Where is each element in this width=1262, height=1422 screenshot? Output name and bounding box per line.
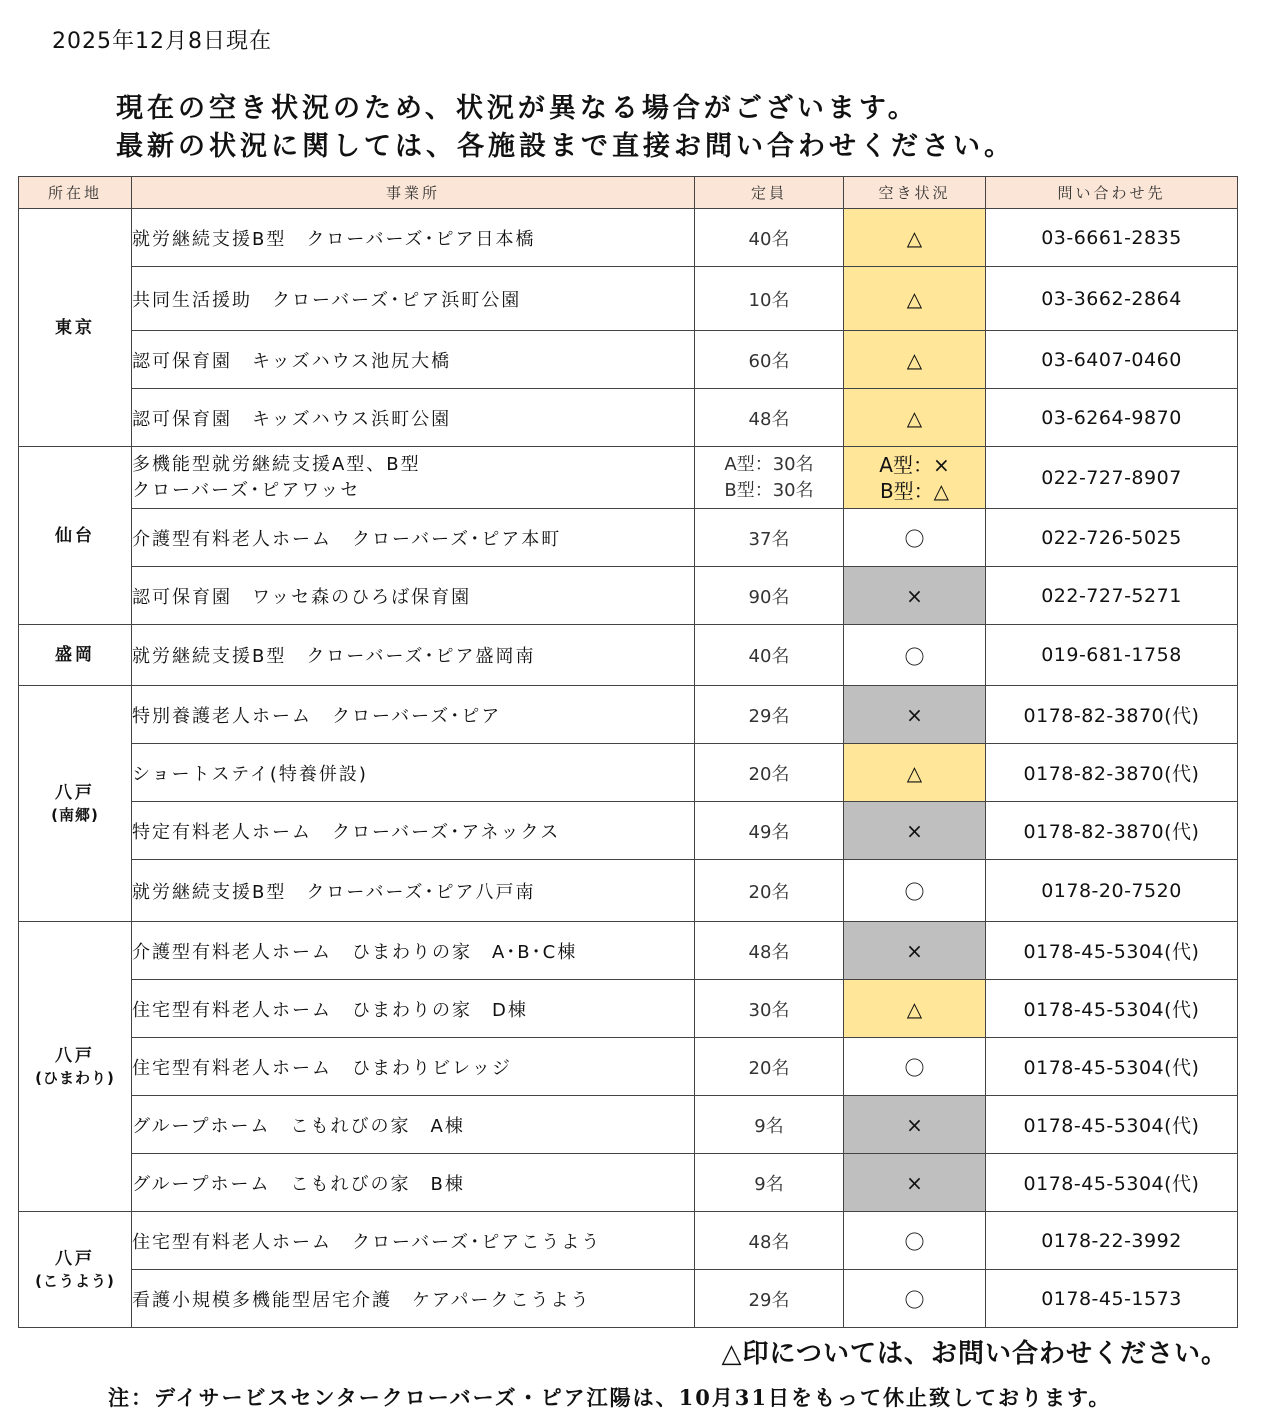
as-of-date: 2025年12月8日現在 bbox=[52, 29, 272, 54]
facility-name: 就労継続支援B型 クローバーズ･ピア日本橋 bbox=[132, 209, 695, 267]
contact-phone: 03-6407-0460 bbox=[986, 331, 1238, 389]
capacity-value: 29名 bbox=[695, 1270, 844, 1328]
capacity-value bbox=[695, 447, 844, 509]
availability-table bbox=[18, 176, 1238, 1328]
facility-name: グループホーム こもれびの家 B棟 bbox=[132, 1154, 695, 1212]
availability-status: 〇 bbox=[844, 860, 986, 922]
contact-phone: 0178-45-5304(代) bbox=[986, 1038, 1238, 1096]
table-row bbox=[19, 744, 1238, 802]
header-location: 所在地 bbox=[19, 177, 132, 209]
contact-phone: 0178-82-3870(代) bbox=[986, 744, 1238, 802]
capacity-value: 60名 bbox=[695, 331, 844, 389]
header-contact: 問い合わせ先 bbox=[986, 177, 1238, 209]
contact-phone: 0178-45-1573 bbox=[986, 1270, 1238, 1328]
availability-status: △ bbox=[844, 389, 986, 447]
contact-phone: 03-6264-9870 bbox=[986, 389, 1238, 447]
availability-status: 〇 bbox=[844, 625, 986, 686]
header-facility: 事業所 bbox=[132, 177, 695, 209]
facility-name: 住宅型有料老人ホーム ひまわりビレッジ bbox=[132, 1038, 695, 1096]
table-row bbox=[19, 1096, 1238, 1154]
table-row bbox=[19, 980, 1238, 1038]
availability-notice bbox=[116, 90, 1015, 166]
availability-status: × bbox=[844, 686, 986, 744]
location-subarea: (ひまわり) bbox=[35, 1068, 115, 1087]
capacity-value: 49名 bbox=[695, 802, 844, 860]
facility-name: 認可保育園 キッズハウス浜町公園 bbox=[132, 389, 695, 447]
availability-status: △ bbox=[844, 209, 986, 267]
availability-status: △ bbox=[844, 980, 986, 1038]
capacity-value: 9名 bbox=[695, 1096, 844, 1154]
facility-name: 就労継続支援B型 クローバーズ･ピア八戸南 bbox=[132, 860, 695, 922]
location-name: 仙台 bbox=[55, 525, 95, 546]
capacity-value: 30名 bbox=[695, 980, 844, 1038]
facility-name: 特定有料老人ホーム クローバーズ･アネックス bbox=[132, 802, 695, 860]
contact-phone: 0178-45-5304(代) bbox=[986, 922, 1238, 980]
facility-name-line-1: 多機能型就労継続支援A型、B型 bbox=[132, 453, 421, 475]
contact-phone: 0178-22-3992 bbox=[986, 1212, 1238, 1270]
facility-name: グループホーム こもれびの家 A棟 bbox=[132, 1096, 695, 1154]
availability-status: 〇 bbox=[844, 1212, 986, 1270]
availability-status: × bbox=[844, 567, 986, 625]
capacity-value: 9名 bbox=[695, 1154, 844, 1212]
table-row bbox=[19, 209, 1238, 267]
contact-phone: 0178-45-5304(代) bbox=[986, 1096, 1238, 1154]
capacity-value: 20名 bbox=[695, 860, 844, 922]
availability-status: × bbox=[844, 1154, 986, 1212]
contact-phone: 0178-82-3870(代) bbox=[986, 686, 1238, 744]
availability-status: 〇 bbox=[844, 1038, 986, 1096]
header-status: 空き状況 bbox=[844, 177, 986, 209]
availability-status-line-2: B型：△ bbox=[879, 478, 950, 503]
location-name: 盛岡 bbox=[55, 645, 95, 665]
facility-name: ショートステイ(特養併設) bbox=[132, 744, 695, 802]
location-cell bbox=[19, 1212, 132, 1328]
notice-line-1: 現在の空き状況のため、状況が異なる場合がございます。 bbox=[116, 93, 919, 124]
facility-name: 共同生活援助 クローバーズ･ピア浜町公園 bbox=[132, 267, 695, 331]
contact-phone: 022-727-5271 bbox=[986, 567, 1238, 625]
facility-name bbox=[132, 447, 695, 509]
facility-name: 認可保育園 ワッセ森のひろば保育園 bbox=[132, 567, 695, 625]
facility-name: 特別養護老人ホーム クローバーズ･ピア bbox=[132, 686, 695, 744]
table-header-row bbox=[19, 177, 1238, 209]
capacity-value: 20名 bbox=[695, 744, 844, 802]
facility-name: 介護型有料老人ホーム クローバーズ･ピア本町 bbox=[132, 509, 695, 567]
contact-phone: 019-681-1758 bbox=[986, 625, 1238, 686]
contact-phone: 022-726-5025 bbox=[986, 509, 1238, 567]
capacity-value: 37名 bbox=[695, 509, 844, 567]
availability-status-line-1: A型：× bbox=[879, 452, 950, 477]
capacity-value: 29名 bbox=[695, 686, 844, 744]
facility-name: 介護型有料老人ホーム ひまわりの家 A･B･C棟 bbox=[132, 922, 695, 980]
table-row bbox=[19, 1270, 1238, 1328]
table-row bbox=[19, 686, 1238, 744]
capacity-value: 48名 bbox=[695, 922, 844, 980]
facility-name-line-2: クローバーズ･ピアワッセ bbox=[132, 479, 361, 501]
contact-phone: 0178-45-5304(代) bbox=[986, 1154, 1238, 1212]
location-cell bbox=[19, 625, 132, 686]
availability-status: △ bbox=[844, 267, 986, 331]
capacity-value: 40名 bbox=[695, 209, 844, 267]
capacity-value: 48名 bbox=[695, 389, 844, 447]
availability-status: 〇 bbox=[844, 1270, 986, 1328]
availability-status: △ bbox=[844, 331, 986, 389]
location-subarea: (南郷) bbox=[51, 805, 99, 824]
table-row bbox=[19, 1154, 1238, 1212]
facility-name: 認可保育園 キッズハウス池尻大橋 bbox=[132, 331, 695, 389]
table-row bbox=[19, 331, 1238, 389]
triangle-note: △印については、お問い合わせください。 bbox=[721, 1339, 1228, 1369]
table-row bbox=[19, 447, 1238, 509]
location-name: 東京 bbox=[55, 317, 95, 338]
table-row bbox=[19, 922, 1238, 980]
contact-phone: 0178-82-3870(代) bbox=[986, 802, 1238, 860]
table-row bbox=[19, 625, 1238, 686]
capacity-value: 90名 bbox=[695, 567, 844, 625]
notice-line-2: 最新の状況に関しては、各施設まで直接お問い合わせください。 bbox=[116, 131, 1015, 162]
table-row bbox=[19, 267, 1238, 331]
contact-phone: 0178-45-5304(代) bbox=[986, 980, 1238, 1038]
table-row bbox=[19, 509, 1238, 567]
availability-status: × bbox=[844, 922, 986, 980]
facility-name: 就労継続支援B型 クローバーズ･ピア盛岡南 bbox=[132, 625, 695, 686]
capacity-value: 10名 bbox=[695, 267, 844, 331]
capacity-value: 48名 bbox=[695, 1212, 844, 1270]
table-row bbox=[19, 1038, 1238, 1096]
table-row bbox=[19, 1212, 1238, 1270]
availability-status: × bbox=[844, 802, 986, 860]
availability-status bbox=[844, 447, 986, 509]
location-name: 八戸 bbox=[55, 1248, 95, 1269]
location-cell bbox=[19, 209, 132, 447]
capacity-value: 40名 bbox=[695, 625, 844, 686]
capacity-value-line-2: B型：30名 bbox=[724, 479, 814, 501]
location-name: 八戸 bbox=[55, 1045, 95, 1066]
capacity-value-line-1: A型：30名 bbox=[724, 453, 814, 475]
availability-status: △ bbox=[844, 744, 986, 802]
table-row bbox=[19, 389, 1238, 447]
footnote: 注：デイサービスセンタークローバーズ・ピア江陽は、10月31日をもって休止致しております。 bbox=[108, 1385, 1112, 1410]
location-cell bbox=[19, 922, 132, 1212]
capacity-value: 20名 bbox=[695, 1038, 844, 1096]
facility-name: 住宅型有料老人ホーム クローバーズ･ピアこうよう bbox=[132, 1212, 695, 1270]
contact-phone: 022-727-8907 bbox=[986, 447, 1238, 509]
facility-name: 住宅型有料老人ホーム ひまわりの家 D棟 bbox=[132, 980, 695, 1038]
table-row bbox=[19, 802, 1238, 860]
contact-phone: 0178-20-7520 bbox=[986, 860, 1238, 922]
location-subarea: (こうよう) bbox=[35, 1271, 115, 1290]
availability-status: 〇 bbox=[844, 509, 986, 567]
table-row bbox=[19, 860, 1238, 922]
location-name: 八戸 bbox=[55, 782, 95, 803]
facility-name: 看護小規模多機能型居宅介護 ケアパークこうよう bbox=[132, 1270, 695, 1328]
contact-phone: 03-6661-2835 bbox=[986, 209, 1238, 267]
location-cell bbox=[19, 447, 132, 625]
header-capacity: 定員 bbox=[695, 177, 844, 209]
table-row bbox=[19, 567, 1238, 625]
location-cell bbox=[19, 686, 132, 922]
contact-phone: 03-3662-2864 bbox=[986, 267, 1238, 331]
availability-status: × bbox=[844, 1096, 986, 1154]
